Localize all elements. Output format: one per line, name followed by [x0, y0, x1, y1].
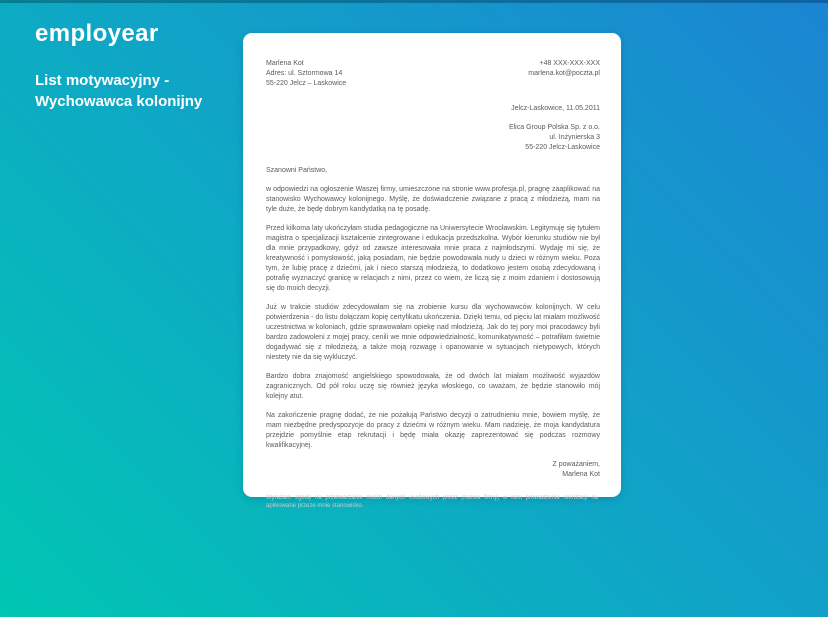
- letter-header: [266, 59, 600, 89]
- page-title-line1: List motywacyjny -: [35, 72, 170, 89]
- sender-phone: +48 XXX-XXX-XXX: [539, 60, 600, 67]
- salutation: Szanowni Państwo,: [266, 167, 328, 174]
- closing-phrase: Z poważaniem,: [552, 461, 600, 468]
- date-line: Jelcz-Laskowice, 11.05.2011: [511, 105, 600, 112]
- recipient-company: Elica Group Polska Sp. z o.o.: [508, 124, 600, 131]
- paragraph-4: Bardzo dobra znajomość angielskiego spowodowała, że od dwóch lat miałam możliwość wyjazdów zagranicznych. Od pół roku uczę się również języka włoskiego, co uważam, że będzie stanowiło mój kolejny atut.: [266, 373, 600, 400]
- letter-document: [243, 33, 621, 509]
- sender-block: [266, 59, 346, 89]
- gdpr-disclaimer: Wyrażam zgodę na przetwarzanie moich danych osobowych przez (nazwa firmy) w celu prowadzenia rekrutacji na aplikowane przeze mnie stanowisko.: [266, 495, 598, 509]
- recipient-city: 55-220 Jelcz-Laskowice: [525, 144, 600, 151]
- paragraph-2: Przed kilkoma laty ukończyłam studia pedagogiczne na Uniwersytecie Wrocławskim. Legitymuję się tytułem magistra o specjalizacji kształcenie zintegrowane i edukacja przedszkolna. Wybór kierunku studiów nie był dla mnie przypadkowy, gdyż od zawsze interesowała mnie praca z najmłodszymi. Wydaję mi się, że kreatywność i pomysłowość, jaką posiadam, nie będzie powodowała nudy u dzieci w różnym wieku. Poza tym, że lubię pracę z dziećmi, jak i nieco starszą młodzieżą, to dodatkowo jestem osobą zdecydowaną i potrafię wyznaczyć granicę w relacjach z nimi, przez co wiem, że liczą się z moim zdaniem i dostosowują się do moich decyzji.: [266, 225, 600, 292]
- page-title-line2: Wychowawca kolonijny: [35, 93, 203, 110]
- closing-signature: Marlena Kot: [562, 471, 600, 478]
- paragraph-5: Na zakończenie pragnę dodać, że nie pożałują Państwo decyzji o zatrudnieniu mnie, bowiem myślę, że mam niezbędne predyspozycje do pracy z dziećmi w różnym wieku. Mam nadzieję, że moja kandydatura przejdzie pomyślnie etap rekrutacji i będę miała okazję zaprezentować się podczas rozmowy kwalifikacyjnej.: [266, 412, 600, 449]
- paragraph-1: w odpowiedzi na ogłoszenie Waszej firmy, umieszczone na stronie www.profesja.pl, pragnę zaaplikować na stanowisko Wychowawcy kolonijnego. Myślę, że doświadczenie związane z pracą z młodzieżą, mam na tyle duże, że będę dobrym kandydatką na tę posadę.: [266, 186, 600, 213]
- contact-block: [528, 59, 600, 89]
- letter-body: [266, 185, 600, 451]
- top-accent-strip: [0, 0, 828, 3]
- sender-address-line2: 55-220 Jelcz – Laskowice: [266, 80, 347, 87]
- closing-block: [266, 460, 600, 480]
- recipient-block: [266, 123, 600, 153]
- sender-name: Marlena Kot: [266, 60, 304, 67]
- page-title: [35, 70, 202, 112]
- employear-logo[interactable]: employear: [35, 20, 159, 47]
- sender-email: marlena.kot@poczta.pl: [528, 70, 600, 77]
- recipient-street: ul. Inżynierska 3: [549, 134, 600, 141]
- paragraph-3: Już w trakcie studiów zdecydowałam się na zrobienie kursu dla wychowawców kolonijnych. W celu potwierdzenia - do listu dołączam kopię certyfikatu ukończenia. Dzięki temu, od pięciu lat miałam możliwość uczestnictwa w koloniach, gdzie sprawowałam opiekę nad młodzieżą. Jak do tej pory moi pracodawcy byli bardzo zadowoleni z mojej pracy, cenili we mnie odpowiedzialność, komunikatywność – potrafiłam świetnie dogadywać się z młodzieżą, a także moją rozwagę i opanowanie w sytuacjach nietypowych, których niestety nie da się wykluczyć.: [266, 304, 600, 361]
- brand-area: [35, 20, 202, 112]
- sender-address-line1: Adres: ul. Sztormowa 14: [266, 70, 343, 77]
